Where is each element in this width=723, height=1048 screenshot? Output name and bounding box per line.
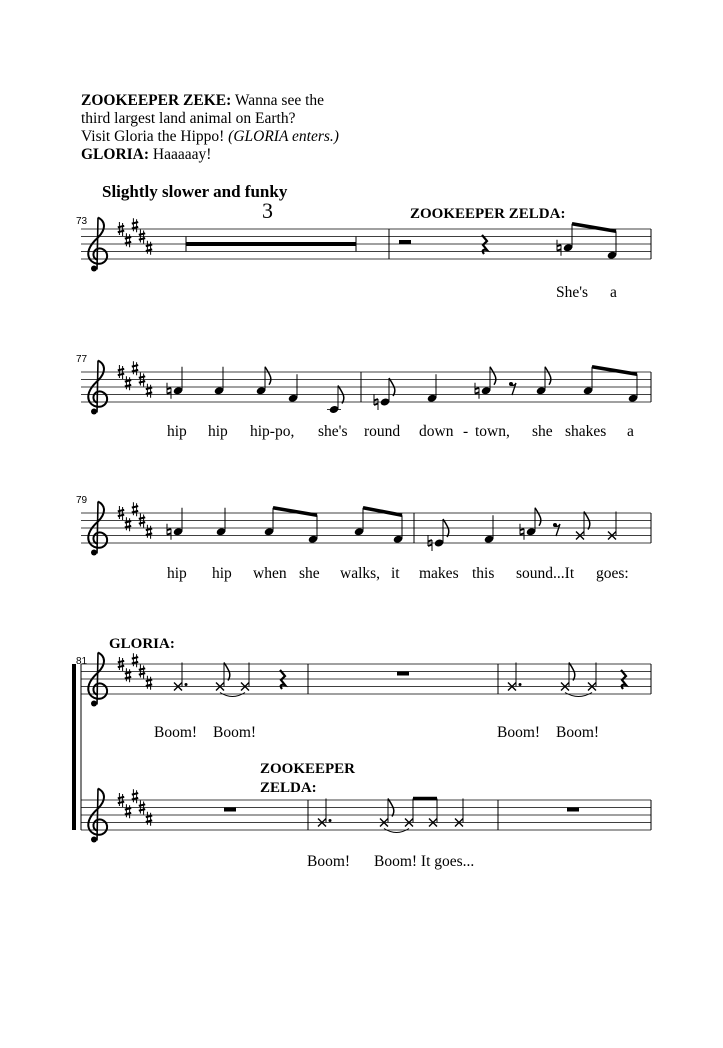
lyric: hip (167, 565, 187, 582)
whole-rest (397, 672, 409, 676)
lyric: Boom! (154, 724, 198, 741)
note-beam (363, 508, 402, 516)
natural-sign (557, 240, 561, 256)
lyric: a (610, 284, 617, 301)
measure-number: 79 (76, 495, 88, 506)
lyric: Boom! It goes... (374, 853, 475, 870)
measure-number: 77 (76, 354, 88, 365)
note-flag (545, 367, 551, 385)
treble-clef (88, 502, 107, 556)
treble-clef (88, 218, 107, 272)
lyric: she (299, 565, 320, 582)
lyric: Boom! (556, 724, 600, 741)
key-signature-sharp (146, 241, 152, 255)
natural-sign (520, 524, 524, 540)
lyric: a (627, 423, 634, 440)
tempo-marking: Slightly slower and funky (102, 182, 288, 201)
note-flag (265, 367, 271, 385)
key-signature-sharp (125, 668, 131, 682)
lyric: goes: (596, 565, 629, 582)
singer-label: ZOOKEEPER ZELDA: (410, 206, 566, 222)
dialogue-line: Wanna see the (231, 92, 325, 109)
note-flag (490, 367, 496, 385)
key-signature-sharp (146, 525, 152, 539)
key-signature-sharp (132, 218, 138, 232)
lyric: round (364, 423, 401, 440)
speaker-zeke: ZOOKEEPER ZEKE: (81, 92, 232, 109)
lyric: down (419, 423, 454, 440)
lyric: hip (212, 565, 232, 582)
augmentation-dot (329, 819, 332, 822)
lyric: Boom! (213, 724, 257, 741)
treble-clef (88, 653, 107, 707)
lyric: sound...It (516, 565, 575, 582)
lyric: this (472, 565, 495, 582)
lyric: Boom! (307, 853, 351, 870)
key-signature-sharp (125, 233, 131, 247)
lyric: hip-po, (250, 423, 295, 440)
dialogue-line: Visit Gloria the Hippo! (81, 128, 229, 145)
key-signature-sharp (132, 789, 138, 803)
note-beam (572, 224, 616, 232)
key-signature-sharp (132, 502, 138, 516)
lyric: she (532, 423, 553, 440)
tie (384, 829, 409, 833)
measure-number: 73 (76, 216, 88, 227)
augmentation-dot (185, 683, 188, 686)
eighth-rest (553, 523, 560, 536)
lyric: it (391, 565, 400, 582)
key-signature-sharp (125, 376, 131, 390)
tie (220, 693, 245, 697)
speaker-gloria: GLORIA: (81, 146, 150, 163)
lyric: Boom! (497, 724, 541, 741)
lyric: hip (208, 423, 228, 440)
system-bracket (72, 664, 76, 830)
stage-direction: (GLORIA enters.) (228, 128, 339, 145)
multirest-count: 3 (262, 198, 273, 223)
natural-sign (167, 524, 171, 540)
note-flag (535, 508, 541, 526)
measure-number: 81 (76, 656, 88, 667)
whole-rest (567, 808, 579, 812)
note-beam (592, 367, 637, 375)
singer-label: ZOOKEEPER ZELDA: (260, 761, 356, 796)
lyric: hip (167, 423, 187, 440)
key-signature-sharp (146, 676, 152, 690)
lyric: She's (556, 284, 589, 301)
augmentation-dot (519, 683, 522, 686)
treble-clef (88, 361, 107, 415)
key-signature-sharp (146, 812, 152, 826)
whole-rest (224, 808, 236, 812)
natural-sign (475, 383, 479, 399)
singer-label: GLORIA: (109, 636, 175, 652)
key-signature-sharp (146, 384, 152, 398)
eighth-rest (509, 382, 516, 395)
key-signature-sharp (125, 804, 131, 818)
lyric: makes (419, 565, 459, 582)
note-beam (273, 508, 317, 516)
key-signature-sharp (132, 653, 138, 667)
dialogue-line: third largest land animal on Earth? (81, 110, 296, 127)
half-rest (399, 240, 411, 244)
lyric: walks, (340, 565, 381, 582)
key-signature-sharp (132, 361, 138, 375)
lyric: when (253, 565, 287, 582)
tie (565, 693, 592, 697)
lyric: shakes (565, 423, 607, 440)
treble-clef (88, 789, 107, 843)
natural-sign (167, 383, 171, 399)
lyric: - (463, 423, 469, 440)
key-signature-sharp (125, 517, 131, 531)
multirest-bar (186, 242, 356, 246)
dialogue-line: Haaaaay! (149, 146, 212, 163)
lyric: she's (318, 423, 348, 440)
lyric: town, (475, 423, 510, 440)
